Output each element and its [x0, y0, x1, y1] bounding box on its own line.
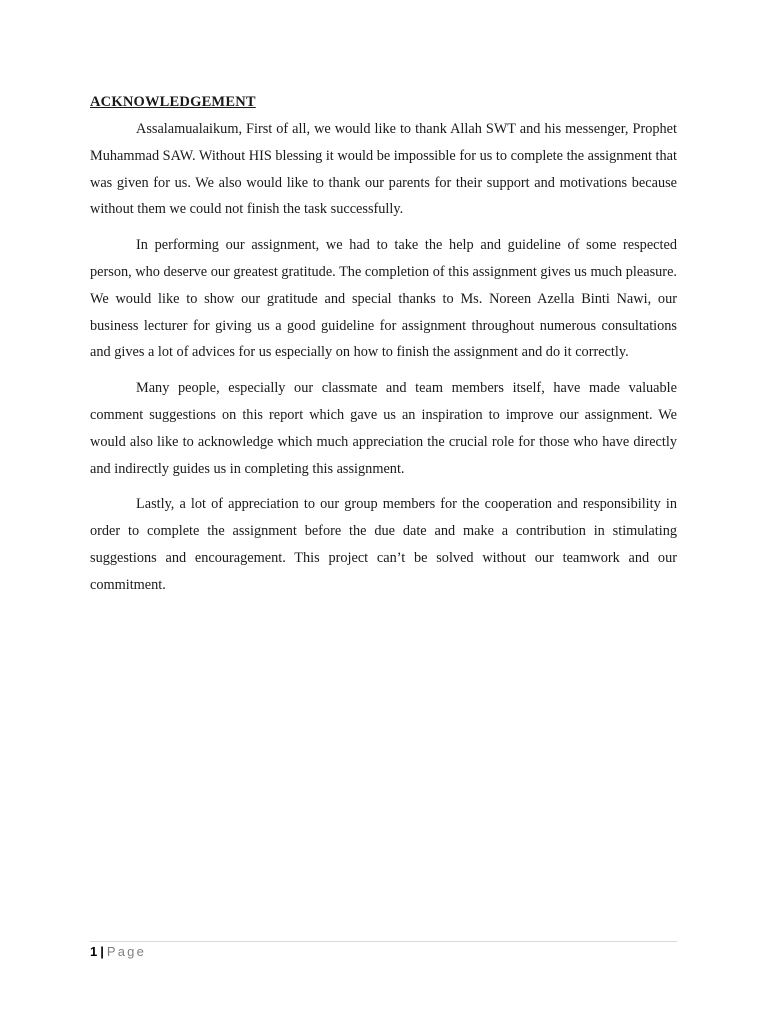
paragraph-4: Lastly, a lot of appreciation to our group members for the cooperation and responsibility in order to complete the assignment before the due date and make a contribution in stimulating suggestions and encouragement. This project can’t be solved without our teamwork and our commitment. — [90, 496, 677, 593]
paragraph-2: In performing our assignment, we had to take the help and guideline of some respected person, who deserve our greatest gratitude. The completion of this assignment gives us much pleasure. We would like to show our gratitude and special thanks to Ms. Noreen Azella Binti Nawi, our business lecturer for giving us a good guideline for assignment throughout numerous consultations and gives a lot of advices for us especially on how to finish the assignment and do it correctly. — [90, 237, 677, 361]
page-number: 1 — [90, 944, 98, 959]
footer-separator: | — [100, 944, 104, 959]
paragraph-1: Assalamualaikum, First of all, we would like to thank Allah SWT and his messenger, Prophet Muhammad SAW. Without HIS blessing it would be impossible for us to complete the assignment that was given for us. We also would like to thank our parents for their support and motivations because without them we could not finish the task successfully. — [90, 121, 677, 218]
page-label: Page — [106, 944, 147, 959]
paragraph-3: Many people, especially our classmate and team members itself, have made valuable comment suggestions on this report which gave us an inspiration to improve our assignment. We would also like to acknowledge which much appreciation the crucial role for those who have directly and indirectly guides us in completing this assignment. — [90, 380, 677, 477]
footer-divider — [90, 941, 677, 942]
page-footer — [90, 943, 146, 961]
document-body — [90, 92, 677, 608]
page-title: ACKNOWLEDGEMENT — [90, 94, 256, 110]
